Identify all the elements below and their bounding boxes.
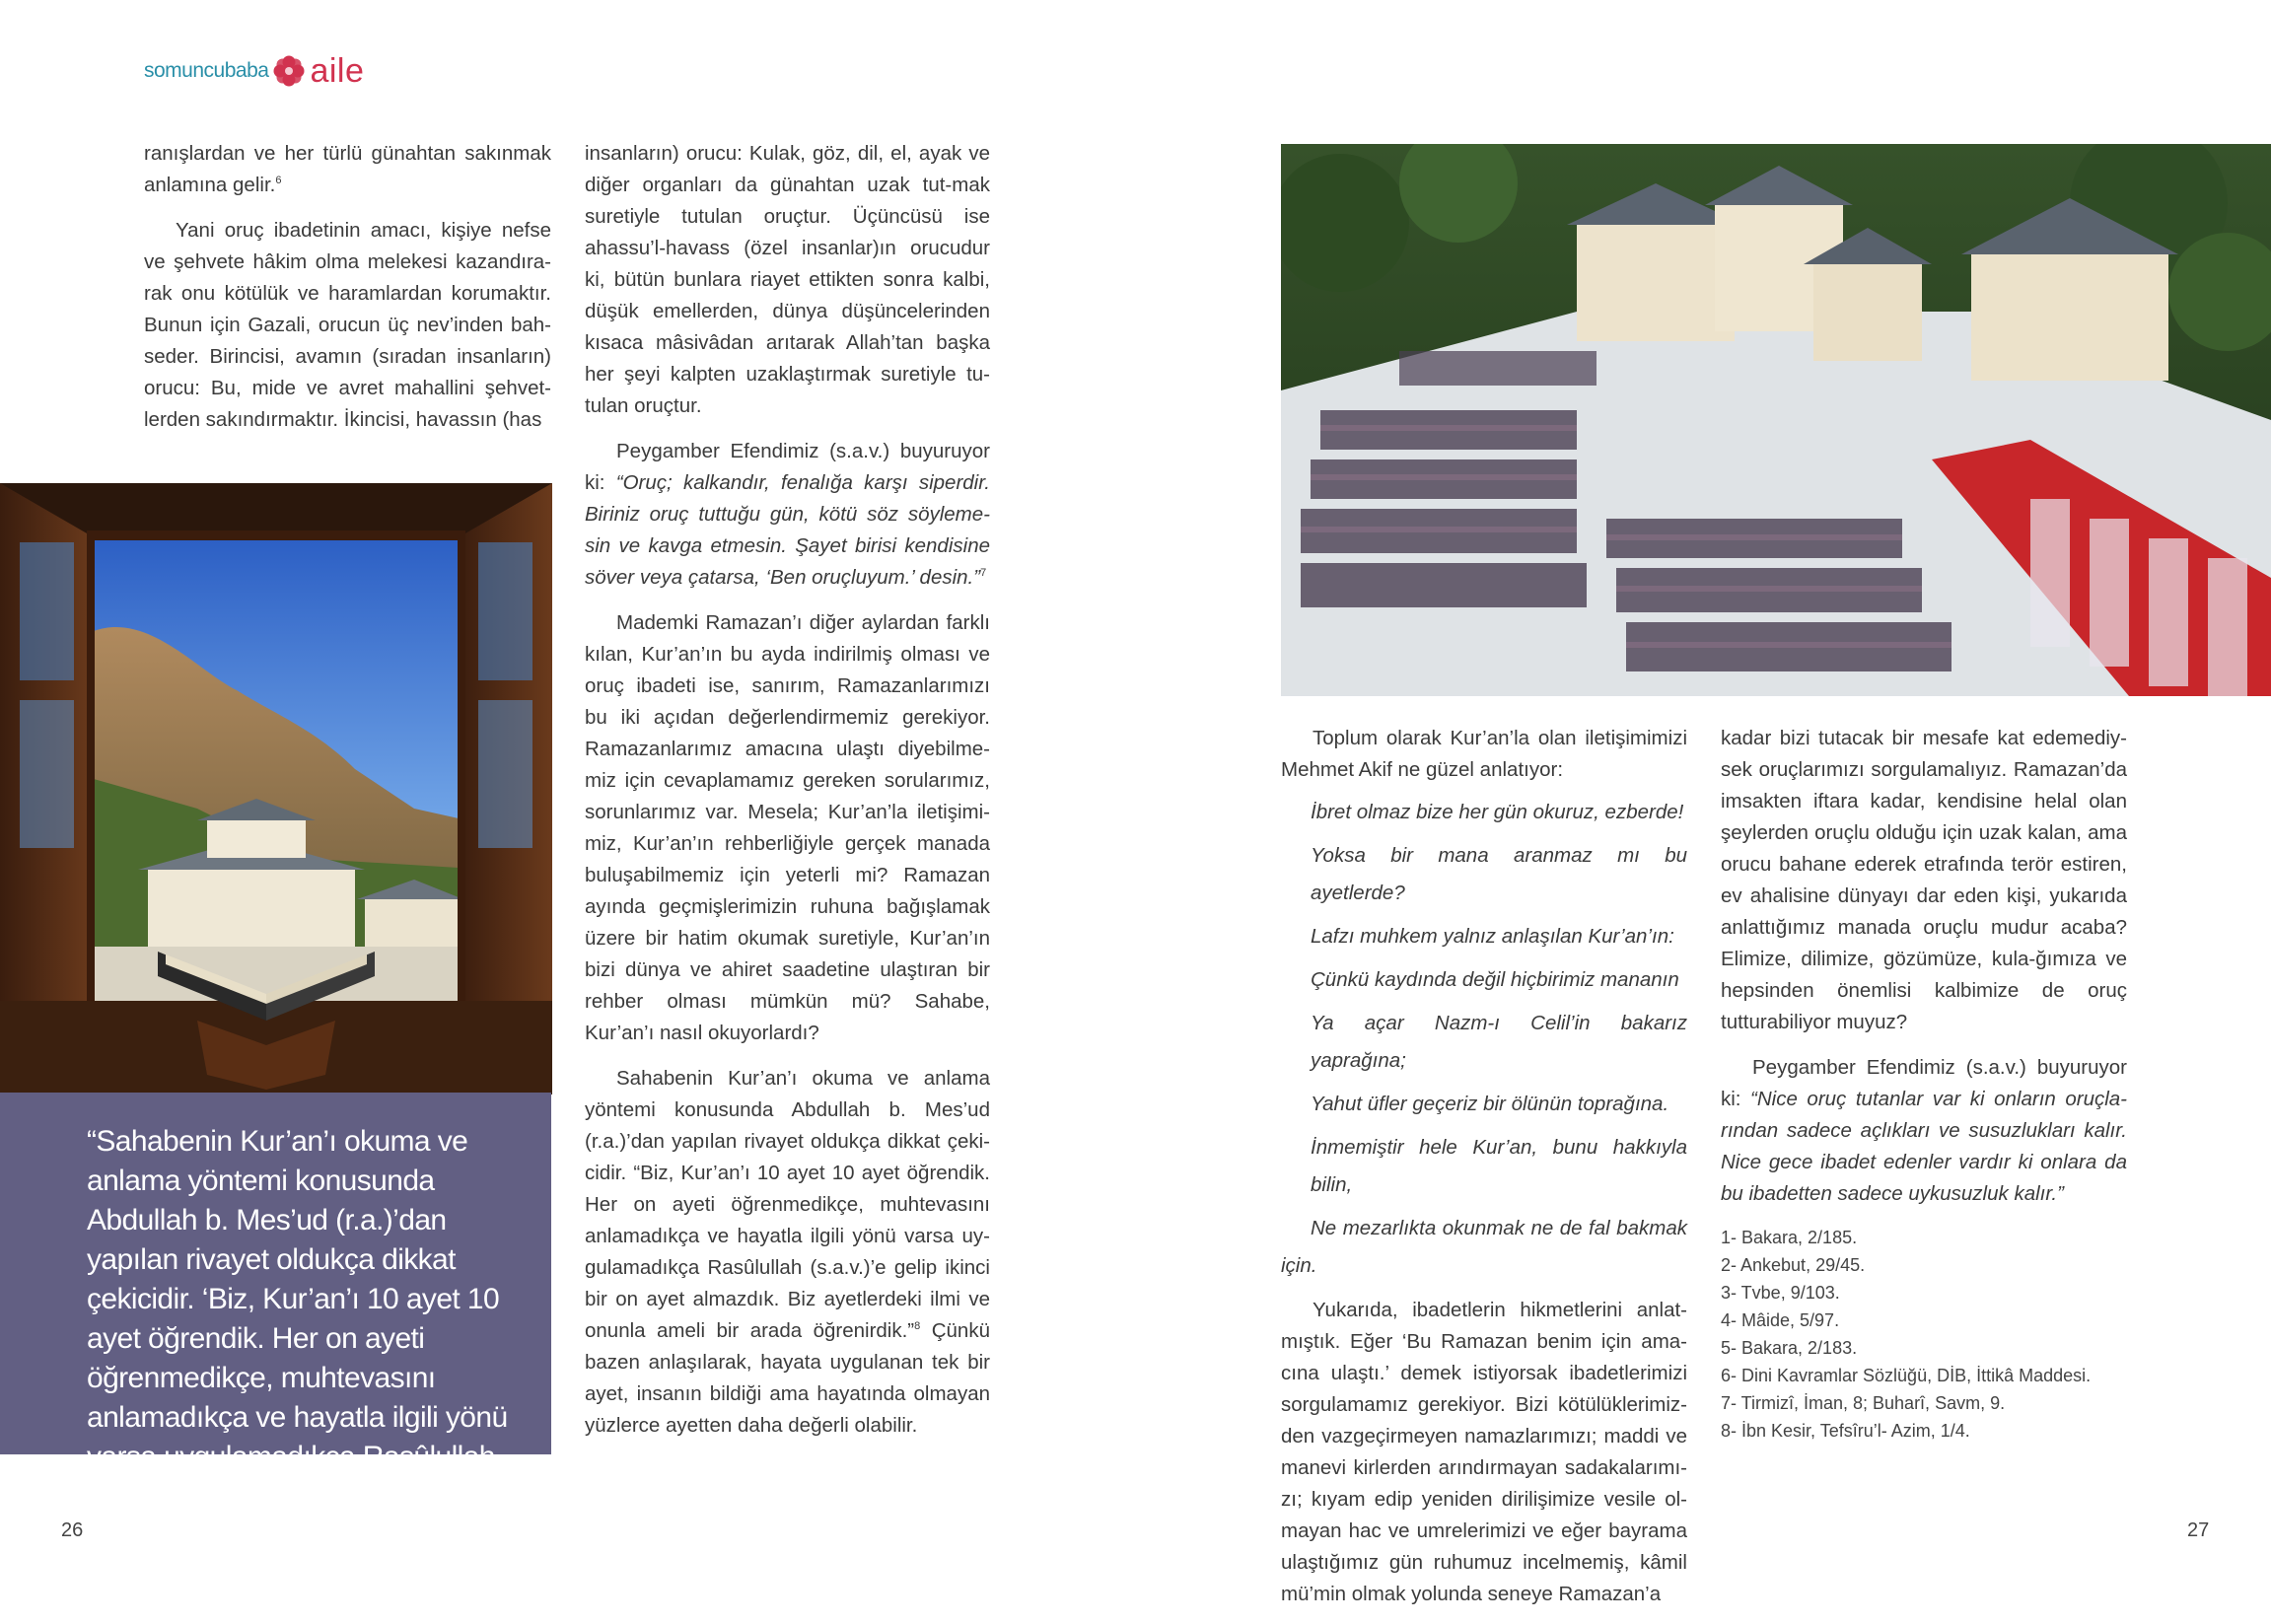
poem-line: Yoksa bir mana aranmaz mı bu ayetlerde? <box>1311 844 1687 904</box>
reference-item: 7- Tirmizî, İman, 8; Buharî, Savm, 9. <box>1721 1393 2006 1413</box>
reference-item: 4- Mâide, 5/97. <box>1721 1310 1840 1330</box>
page-number-right: 27 <box>2187 1519 2210 1541</box>
paragraph: Peygamber Efendimiz (s.a.v.) buyuruyor ki: “Oruç; kalkandır, fenalığa karşı siperdir. Biriniz oruç tuttuğu gün, kötü söz söyleme-sin ve kavga etmesin. Şayet birisi kendisine söver veya çatarsa, ‘Ben oruçluyum.’ desin.”$^7$ <box>585 440 991 589</box>
paragraph: Peygamber Efendimiz (s.a.v.) buyuruyor ki: “Nice oruç tutanlar var ki onların oruçla-rından sadece açlıkları ve susuzlukları kalır. Nice gece ibadet edenler vardır ki onlara da bu ibadetten sadece uykusuzluk kalır.” <box>1721 1056 2127 1205</box>
poem-line: Yahut üfler geçeriz bir ölünün toprağına. <box>1311 1093 1669 1115</box>
left-column-1 <box>144 138 551 450</box>
magazine-logo <box>144 51 364 91</box>
paragraph: kadar bizi tutacak bir mesafe kat edemediy-sek oruçlarımızı sorgulamalıyız. Ramazan’da imsakten iftara kadar, kendisine helal olan şeylerden oruçlu olduğu için uzak kalan, ama orucu bahane ederek etrafında terör estiren, ev ahalisine dünyayı dar eden kişi, yukarıda anlattığımız manada oruçlu mudur acaba? Elimize, dilimize, gözümüze, kula-ğımıza ve hepsinden önemlisi kalbimize de oruç tutturabiliyor muyuz? <box>1721 727 2127 1033</box>
reference-item: 8- İbn Kesir, Tefsîru’l- Azim, 1/4. <box>1721 1421 1970 1441</box>
poem-line: İbret olmaz bize her gün okuruz, ezberde! <box>1311 801 1684 823</box>
reference-item: 6- Dini Kavramlar Sözlüğü, DİB, İttikâ Maddesi. <box>1721 1366 2092 1385</box>
poem-line: Çünkü kaydında değil hiçbirimiz mananın <box>1311 968 1679 991</box>
reference-item: 5- Bakara, 2/183. <box>1721 1338 1858 1358</box>
references-list <box>1721 1224 2127 1445</box>
paragraph: Toplum olarak Kur’an’la olan iletişimimizi Mehmet Akif ne güzel anlatıyor: <box>1281 727 1687 781</box>
reference-item: 2- Ankebut, 29/45. <box>1721 1255 1866 1275</box>
logo-text-aile: aile <box>310 51 365 90</box>
paragraph: Sahabenin Kur’an’ı okuma ve anlama yöntemi konusunda Abdullah b. Mes’ud (r.a.)’dan yapılan rivayet oldukça dikkat çeki-cidir. “Biz, Kur’an’ı 10 ayet 10 ayet öğrendik. Her on ayeti öğrenmedikçe, muhtevasını anlamadıkça ve hayatla ilgili yönü varsa uy-gulamadıkça Rasûlullah (s.a.v.)’e gelip ikinci bir on ayet almazdık. Biz ayetlerdeki ilmi ve onunla ameli bir arada öğrenirdik.”$^8$ Çünkü bazen anlaşılarak, hayata uygulanan tek bir ayet, insanın bildiği ama hayatında olmayan yüzlerce ayetten daha değerli olabilir. <box>585 1067 990 1437</box>
paragraph: ranışlardan ve her türlü günahtan sakınmak anlamına gelir.$^6$ <box>144 142 551 196</box>
poem-line: Ya açar Nazm-ı Celil’in bakarız yaprağına; <box>1311 1012 1687 1072</box>
paragraph: Mademki Ramazan’ı diğer aylardan farklı kılan, Kur’an’ın bu ayda indirilmiş olması ve oruç ibadeti ise, sanırım, Ramazanlarımızı bu iki açıdan değerlendirmemiz gerekiyor. Ramazanlarımız amacına ulaştı diyebilme-miz için cevaplamamız gereken sorularımız, sorunlarımız var. Mesela; Kur’an’la iletişimi-miz, Kur’an’ın rehberliğiyle gerçek manada buluşabilmemiz için yeterli mi? Ramazan ayında geçmişlerimizin ruhuna bağışlamak üzere bir hatim okumak suretiyle, Kur’an’ın bizi dünya ve ahiret saadetine ulaştıran bir rehber olması mümkün mü? Sahabe, Kur’an’ı nasıl okuyorlardı? <box>585 611 990 1044</box>
flower-icon <box>272 54 306 88</box>
poem-line: Lafzı muhkem yalnız anlaşılan Kur’an’ın: <box>1311 925 1674 948</box>
poem-line: İnmemiştir hele Kur’an, bunu hakkıyla bilin, <box>1311 1136 1687 1196</box>
window-quran-photo <box>0 483 552 1094</box>
paragraph: Yukarıda, ibadetlerin hikmetlerini anlat-mıştık. Eğer ‘Bu Ramazan benim için ama-cına ulaştı.’ demek istiyorsak ibadetlerimizi sorgulamamız gerekiyor. Bizi kötülüklerimiz-den vazgeçirmeyen namazlarımızı; maddi ve manevi kirlerden arındırmayan sadakalarımı-zı; kıyam edip yeniden dirilişimize vesile ol-mayan hac ve umrelerimizi ve eğer bayrama ulaştığımız gün ruhumuz incelmemiş, kâmil mü’min olmak yolunda seneye Ramazan’a <box>1281 1299 1687 1605</box>
logo-text-somuncubaba: somuncubaba <box>144 59 269 82</box>
poem <box>1281 794 1687 1285</box>
mosque-iftar-photo <box>1281 144 2271 696</box>
reference-item: 3- Tvbe, 9/103. <box>1721 1283 1840 1303</box>
paragraph: Yani oruç ibadetinin amacı, kişiye nefse ve şehvete hâkim olma melekesi kazandıra-rak onu kötülük ve haramlardan korumaktır. Bunun için Gazali, orucun üç nev’inden bah-seder. Birincisi, avamın (sıradan insanların) orucu: Bu, mide ve avret mahallini şehvet-lerden sakındırmaktır. İkincisi, havassın (has <box>144 219 551 431</box>
page-number-left: 26 <box>61 1519 84 1541</box>
right-column-1 <box>1281 723 1687 1624</box>
left-column-2 <box>585 138 990 1455</box>
poem-line: Ne mezarlıkta okunmak ne de fal bakmak için. <box>1281 1217 1687 1277</box>
paragraph: insanların) orucu: Kulak, göz, dil, el, ayak ve diğer organları da günahtan uzak tut-mak suretiyle tutulan oruçtur. Üçüncüsü ise ahassu’l-havass (özel insanlar)ın orucudur ki, bütün bunlara riayet ettikten sonra kalbi, düşük emellerden, dünya düşüncelerinden kısaca mâsivâdan arıtarak Allah’tan başka her şeyi kalpten uzaklaştırmak suretiyle tu-tulan oruçtur. <box>585 142 990 417</box>
reference-item: 1- Bakara, 2/185. <box>1721 1228 1858 1247</box>
pull-quote-text: “Sahabenin Kur’an’ı okuma ve anlama yöntemi konusunda Abdullah b. Mes’ud (r.a.)’dan yapılan rivayet oldukça dikkat çekicidir. ‘Biz, Kur’an’ı 10 ayet 10 ayet öğrendik. Her on ayeti öğrenmedikçe, muhtevasını anlamadıkça ve hayatla ilgili yönü varsa uygulamadıkça Rasûlullah (s.a.v.)’e gelip ikinci bir on ayet almazdık.” <box>87 1125 508 1552</box>
right-column-2 <box>1721 723 2127 1445</box>
